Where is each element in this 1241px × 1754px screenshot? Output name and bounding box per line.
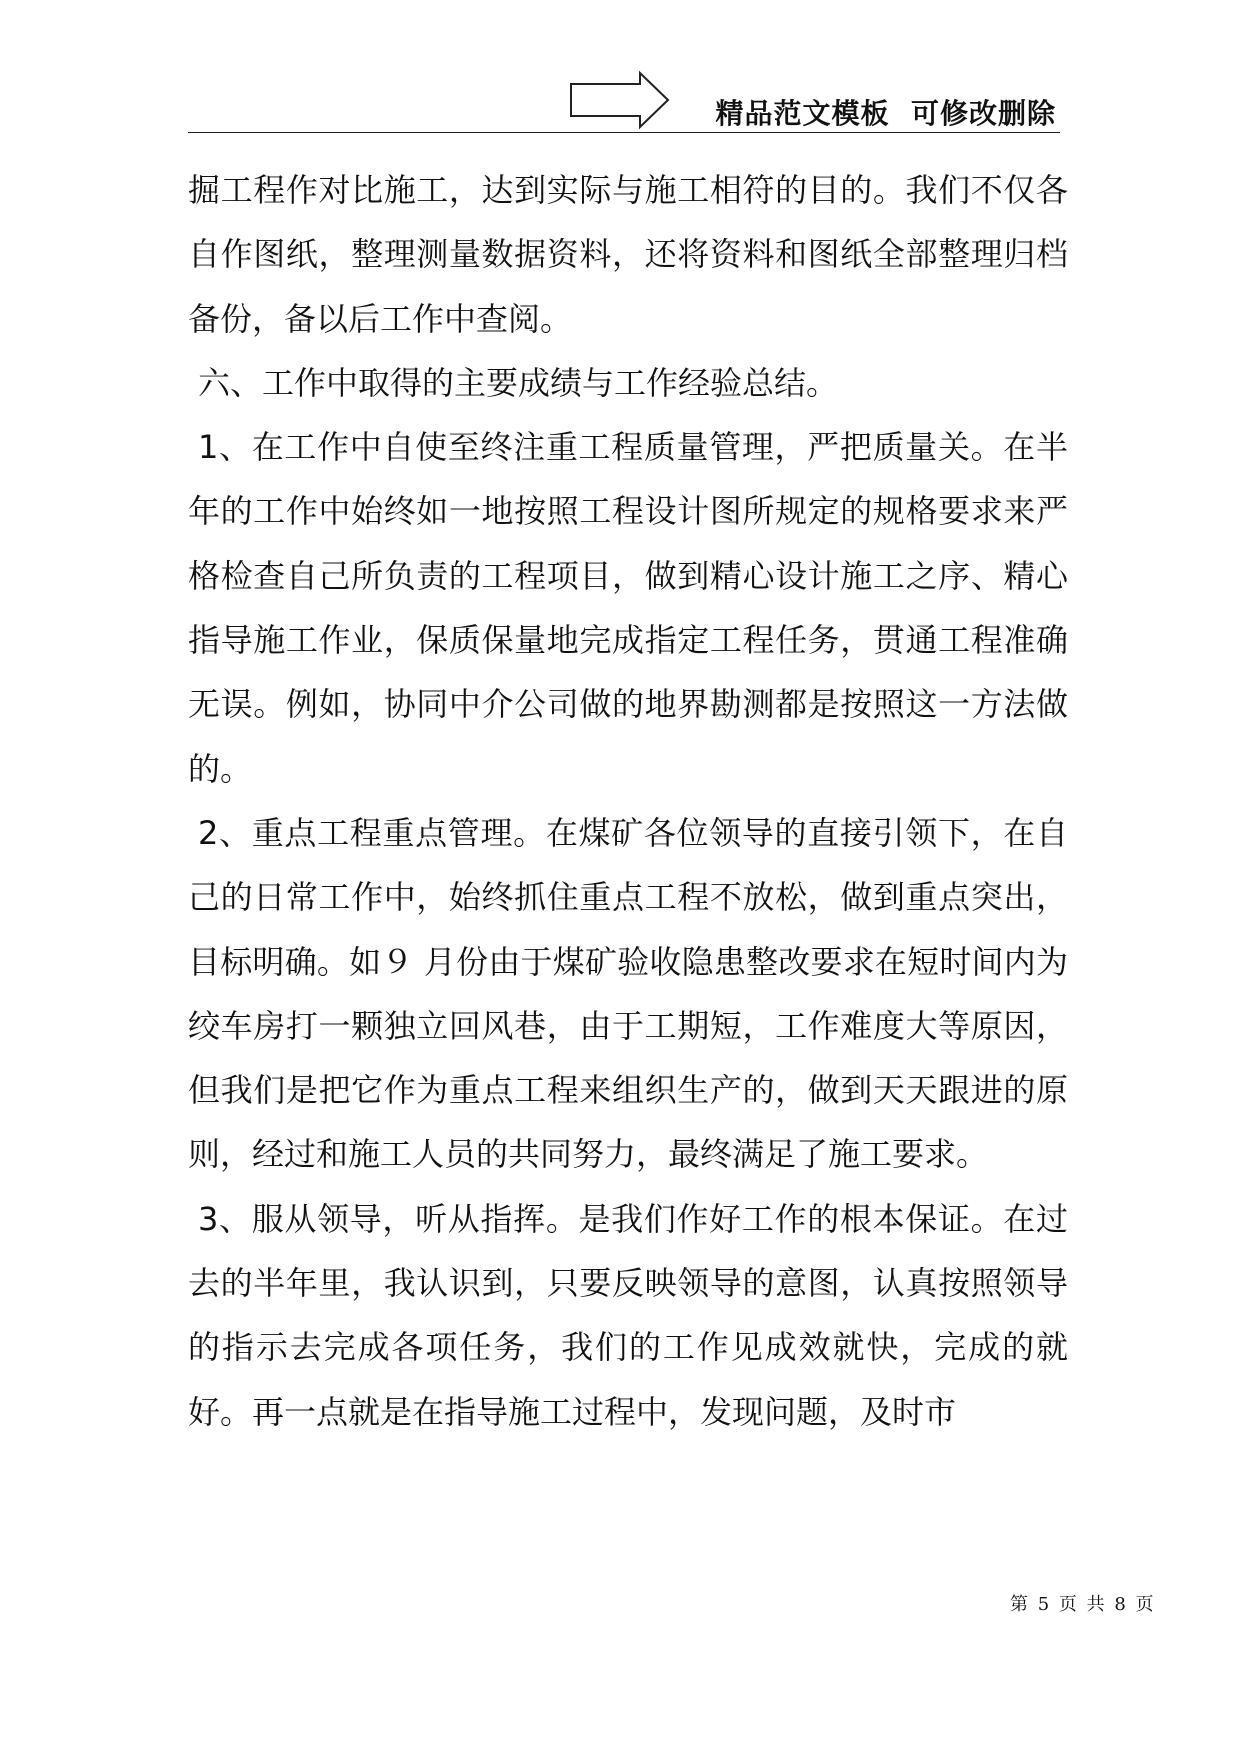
header-title: 精品范文模板 可修改删除	[715, 97, 1056, 130]
document-body	[188, 158, 1068, 1444]
paragraph-continued: 掘工程作对比施工，达到实际与施工相符的目的。我们不仅各自作图纸，整理测量数据资料，还将资料和图纸全部整理归档备份，备以后工作中查阅。	[188, 171, 1068, 338]
section-heading-six: 六、工作中取得的主要成绩与工作经验总结。	[198, 363, 839, 402]
paragraph-point-2: 2、重点工程重点管理。在煤矿各位领导的直接引领下，在自己的日常工作中，始终抓住重点工程不放松，做到重点突出，目标明确。如９ 月份由于煤矿验收隐患整改要求在短时间内为绞车房打一颗独立回风巷，由于工期短，工作难度大等原因，但我们是把它作为重点工程来组织生产的，做到天天跟进的原则，经过和施工人员的共同努力，最终满足了施工要求。	[188, 813, 1068, 1174]
paragraph-point-1: 1、在工作中自使至终注重工程质量管理，严把质量关。在半年的工作中始终如一地按照工程设计图所规定的规格要求来严格检查自己所负责的工程项目，做到精心设计施工之序、精心指导施工作业，保质保量地完成指定工程任务，贯通工程准确无误。例如，协同中介公司做的地界勘测都是按照这一方法做的。	[188, 428, 1068, 788]
paragraph-point-3: 3、服从领导，听从指挥。是我们作好工作的根本保证。在过去的半年里，我认识到，只要反映领导的意图，认真按照领导的指示去完成各项任务，我们的工作见成效就快，完成的就好。再一点就是在指导施工过程中，发现问题，及时市	[188, 1199, 1068, 1431]
page-number: 第 5 页 共 8 页	[1010, 1594, 1156, 1615]
page-header	[188, 70, 1060, 133]
right-arrow-icon	[568, 70, 672, 130]
